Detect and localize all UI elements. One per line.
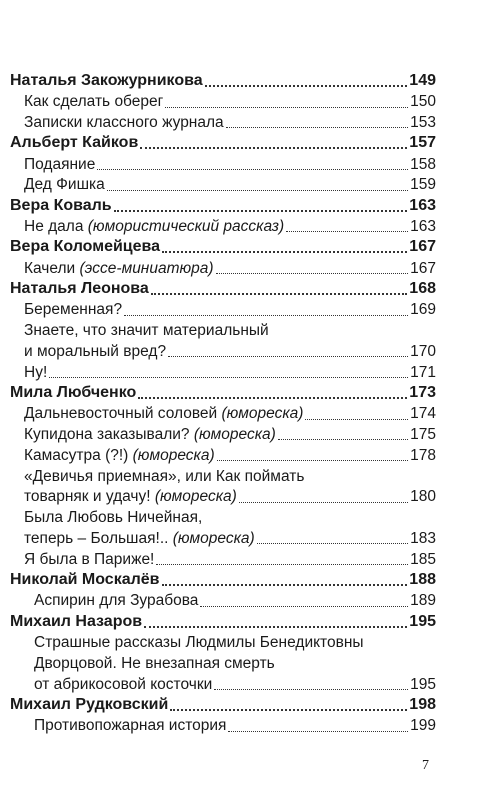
entry-title-text: Михаил Рудковский: [10, 695, 169, 713]
toc-entry-title: [10, 570, 160, 590]
toc-author-entry: [10, 382, 436, 403]
entry-title-text: Была Любовь Ничейная,: [24, 509, 203, 527]
entry-title-text: Ну!: [24, 363, 48, 381]
dot-leader: [216, 273, 409, 274]
toc-page-number: 173: [409, 383, 436, 401]
toc-entry-title: [24, 342, 166, 361]
toc-page-number: 157: [409, 134, 436, 152]
entry-title-text: и моральный вред?: [24, 342, 167, 360]
toc-story-entry: [10, 590, 436, 611]
toc-entry-title: [24, 446, 215, 465]
toc-author-entry: [10, 132, 436, 153]
entry-title-text: Я была в Париже!: [24, 550, 155, 568]
toc-page-number: 180: [410, 488, 436, 506]
toc-story-title-line: [10, 652, 436, 673]
entry-title-text: Беременная?: [24, 301, 123, 319]
toc-page-number: 150: [410, 93, 436, 111]
toc-story-entry: [10, 361, 436, 382]
toc-entry-title: [24, 155, 95, 174]
toc-entry-title: [10, 71, 203, 91]
dot-leader: [217, 460, 409, 461]
toc-story-entry: [10, 216, 436, 237]
dot-leader: [226, 127, 408, 128]
toc-story-entry: [10, 153, 436, 174]
toc-story-entry: [10, 715, 436, 736]
entry-title-text: Купидона заказывали?: [24, 425, 194, 443]
toc-author-entry: [10, 611, 436, 632]
toc-page-number: 167: [409, 238, 436, 256]
entry-genre-note: (юмореска): [172, 529, 255, 547]
dot-leader: [156, 564, 408, 565]
toc-entry-title: [10, 279, 149, 299]
toc-page-number: 174: [410, 405, 436, 423]
entry-title-text: Наталья Леонова: [10, 279, 149, 297]
entry-title-text: Как сделать оберег: [24, 93, 164, 111]
toc-page-number: 153: [410, 114, 436, 132]
dot-leader: [286, 231, 408, 232]
toc-page-number: 171: [410, 363, 436, 381]
toc-entry-title: [10, 383, 136, 403]
toc-entry-title: [24, 404, 303, 423]
toc-page-number: 183: [410, 529, 436, 547]
toc-story-entry: [10, 299, 436, 320]
toc-page-number: 163: [410, 218, 436, 235]
entry-title-text: Подаяние: [24, 155, 96, 173]
toc-story-entry: [10, 444, 436, 465]
entry-genre-note: (юмореска): [132, 446, 215, 464]
dot-leader: [144, 626, 407, 628]
entry-title-text: Наталья Закожурникова: [10, 71, 203, 89]
toc-story-entry: [10, 340, 436, 361]
dot-leader: [214, 689, 408, 690]
dot-leader: [205, 85, 408, 87]
toc-page-number: 199: [410, 717, 436, 735]
entry-title-text: Николай Москалёв: [10, 570, 160, 588]
toc-entry-title: [24, 300, 122, 319]
toc-story-entry: [10, 257, 436, 278]
toc-page-number: 169: [410, 301, 436, 319]
dot-leader: [257, 543, 408, 544]
dot-leader: [162, 584, 408, 586]
toc-entry-title: [10, 237, 160, 257]
toc-entry-title: [34, 675, 212, 694]
entry-title-text: от абрикосовой косточки: [34, 675, 213, 693]
entry-title-text: Дальневосточный соловей: [24, 405, 222, 423]
toc-entry-title: [10, 612, 142, 632]
entry-title-text: Мила Любченко: [10, 383, 137, 401]
toc-entry-title: [24, 92, 163, 111]
toc-entry-title: [24, 363, 47, 382]
toc-entry-title: [34, 716, 226, 735]
toc-entry-title: [24, 217, 284, 236]
toc-page-number: 158: [410, 155, 436, 173]
entry-title-text: теперь – Большая!..: [24, 529, 173, 547]
dot-leader: [138, 397, 407, 399]
entry-title-text: Записки классного журнала: [24, 114, 224, 132]
toc-page-number: 185: [410, 550, 436, 568]
entry-title-text: Страшные рассказы Людмилы Бенедиктовны: [34, 633, 364, 651]
entry-title-text: Альберт Кайков: [10, 134, 139, 152]
dot-leader: [97, 169, 408, 170]
toc-entry-title: [34, 654, 275, 673]
toc-page-number: 167: [410, 259, 436, 277]
toc-entry-title: [24, 259, 214, 278]
entry-genre-note: (юмореска): [154, 488, 237, 506]
dot-leader: [305, 419, 408, 420]
toc-story-title-line: [10, 507, 436, 528]
toc-page-number: 159: [410, 176, 436, 194]
dot-leader: [278, 439, 408, 440]
dot-leader: [168, 356, 408, 357]
toc-entry-title: [34, 591, 198, 610]
toc-entry-title: [24, 467, 304, 486]
toc-entry-title: [34, 633, 364, 652]
entry-title-text: Камасутра (?!): [24, 446, 133, 464]
toc-author-entry: [10, 236, 436, 257]
dot-leader: [200, 606, 408, 607]
toc-author-entry: [10, 694, 436, 715]
toc-page-number: 189: [410, 592, 436, 610]
toc-story-title-line: [10, 632, 436, 653]
toc-entry-title: [24, 529, 255, 548]
toc-entry-title: [24, 321, 269, 340]
toc-page-number: 163: [409, 196, 436, 214]
table-of-contents: [10, 70, 436, 736]
toc-story-entry: [10, 424, 436, 445]
toc-page-number: 195: [410, 675, 436, 693]
toc-entry-title: [10, 196, 112, 216]
entry-genre-note: (юмористический рассказ): [87, 218, 285, 235]
toc-author-entry: [10, 195, 436, 216]
dot-leader: [49, 377, 408, 378]
toc-page-number: 149: [409, 71, 436, 89]
toc-page-number: 175: [410, 425, 436, 443]
toc-story-entry: [10, 548, 436, 569]
toc-page-number: 198: [409, 695, 436, 713]
toc-story-entry: [10, 112, 436, 133]
toc-story-entry: [10, 403, 436, 424]
dot-leader: [114, 210, 408, 212]
entry-title-text: Вера Коломейцева: [10, 238, 161, 256]
toc-story-entry: [10, 528, 436, 549]
entry-title-text: Вера Коваль: [10, 196, 112, 214]
toc-entry-title: [24, 550, 154, 569]
toc-entry-title: [24, 175, 105, 194]
page-number: 7: [422, 758, 429, 773]
entry-title-text: Противопожарная история: [34, 717, 227, 735]
entry-title-text: «Девичья приемная», или Как поймать: [24, 467, 305, 485]
entry-genre-note: (эссе-миниатюра): [79, 259, 214, 277]
toc-entry-title: [24, 425, 276, 444]
toc-page-number: 178: [410, 446, 436, 464]
dot-leader: [107, 190, 408, 191]
entry-genre-note: (юмореска): [221, 405, 304, 423]
toc-entry-title: [10, 133, 138, 153]
dot-leader: [151, 293, 407, 295]
toc-author-entry: [10, 70, 436, 91]
toc-entry-title: [24, 113, 224, 132]
toc-page-number: 170: [410, 342, 436, 360]
entry-title-text: Качели: [24, 259, 80, 277]
toc-story-title-line: [10, 465, 436, 486]
toc-author-entry: [10, 278, 436, 299]
dot-leader: [124, 315, 408, 316]
dot-leader: [162, 251, 407, 253]
toc-entry-title: [24, 487, 237, 506]
dot-leader: [140, 147, 407, 149]
dot-leader: [239, 502, 408, 503]
toc-page-number: 195: [409, 612, 436, 630]
toc-story-entry: [10, 174, 436, 195]
toc-page-number: 188: [409, 570, 436, 588]
toc-story-entry: [10, 673, 436, 694]
toc-story-title-line: [10, 320, 436, 341]
toc-story-entry: [10, 486, 436, 507]
entry-title-text: Не дала: [24, 218, 88, 235]
toc-author-entry: [10, 569, 436, 590]
entry-title-text: Дед Фишка: [24, 176, 105, 194]
toc-story-entry: [10, 91, 436, 112]
entry-title-text: Дворцовой. Не внезапная смерть: [34, 654, 275, 672]
toc-entry-title: [10, 695, 168, 715]
toc-page-number: 168: [409, 279, 436, 297]
dot-leader: [228, 731, 408, 732]
entry-title-text: Аспирин для Зурабова: [34, 592, 199, 610]
toc-entry-title: [24, 508, 202, 527]
entry-title-text: товарняк и удачу!: [24, 488, 155, 506]
entry-title-text: Михаил Назаров: [10, 612, 143, 630]
dot-leader: [165, 107, 408, 108]
entry-genre-note: (юмореска): [193, 425, 276, 443]
entry-title-text: Знаете, что значит материальный: [24, 321, 269, 339]
dot-leader: [170, 709, 407, 711]
